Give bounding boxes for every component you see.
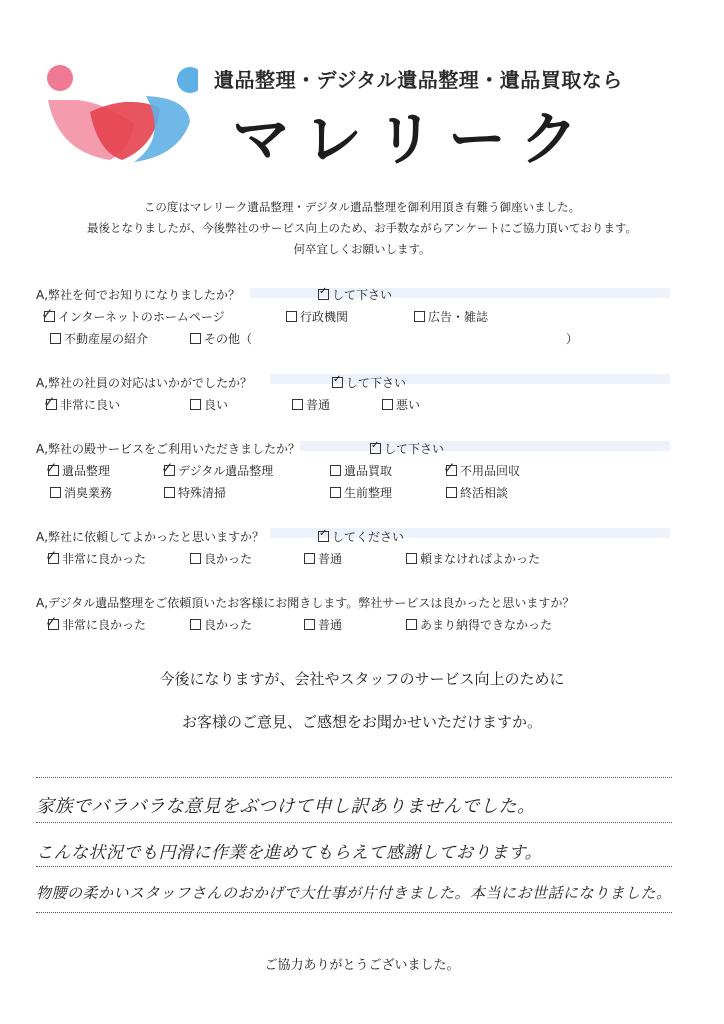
q3-option-buyback[interactable]: 遺品買取 <box>330 462 392 479</box>
checkbox-icon[interactable] <box>286 311 297 322</box>
intro-line-2: 最後となりましたが、今後弊社のサービス向上のため、お手数ながらアンケートにご協力頂いております。 <box>87 221 637 235</box>
checkbox-icon[interactable] <box>292 399 303 410</box>
q1-hint: ✓ して下さい <box>318 286 392 303</box>
checkbox-icon[interactable] <box>46 399 57 410</box>
q3-option-estate-clearing[interactable]: ✓遺品整理 <box>48 462 110 479</box>
q2-option-good[interactable]: 良い <box>190 396 228 413</box>
q3-option-end-of-life[interactable]: 終活相談 <box>446 484 508 501</box>
brand-name: マレリーク <box>232 105 593 173</box>
q2-option-normal[interactable]: 普通 <box>292 396 330 413</box>
q1-option-ad[interactable]: 広告・雑誌 <box>414 308 488 325</box>
q1-option-realestate[interactable]: 不動産屋の紹介 <box>50 330 148 347</box>
checkbox-icon[interactable] <box>164 487 175 498</box>
tagline: 遺品整理・デジタル遺品整理・遺品買取なら <box>214 68 623 92</box>
checkbox-icon[interactable] <box>330 465 341 476</box>
q3-option-pre-death[interactable]: 生前整理 <box>330 484 392 501</box>
q2-option-bad[interactable]: 悪い <box>382 396 420 413</box>
q2-option-very-good[interactable]: ✓非常に良い <box>46 396 120 413</box>
q5-option-not-satisfied[interactable]: あまり納得できなかった <box>406 616 552 633</box>
scan-artifact <box>300 441 670 451</box>
handwritten-comment-3: 物腰の柔かいスタッフさんのおかげで大仕事が片付きました。本当にお世話になりました。 <box>36 884 672 902</box>
q5-option-normal[interactable]: 普通 <box>304 616 342 633</box>
hint-checkbox-icon <box>318 289 329 300</box>
q1-option-other[interactable]: その他（ <box>190 330 252 347</box>
closing-thanks: ご協力ありがとうございました。 <box>264 958 460 973</box>
q4-option-normal[interactable]: 普通 <box>304 550 342 567</box>
scan-artifact <box>270 374 670 384</box>
checkbox-icon[interactable] <box>44 311 55 322</box>
feedback-prompt-2: お客様のご意見、ご感想をお聞かせいただけますか。 <box>181 713 542 731</box>
hint-checkbox-icon <box>318 531 329 542</box>
comment-line <box>36 777 672 778</box>
q3-option-junk-removal[interactable]: ✓ 不用品回収 <box>446 462 520 479</box>
checkbox-icon[interactable] <box>330 487 341 498</box>
q3-option-digital[interactable]: ✓ デジタル遺品整理 <box>164 462 273 479</box>
checkbox-icon[interactable] <box>304 619 315 630</box>
checkbox-icon[interactable] <box>48 619 59 630</box>
hint-checkbox-icon <box>370 443 381 454</box>
checkbox-icon[interactable] <box>414 311 425 322</box>
handwritten-comment-2: こんな状況でも円滑に作業を進めてもらえて感謝しております。 <box>36 843 543 863</box>
comment-line <box>36 912 672 913</box>
checkbox-icon[interactable] <box>382 399 393 410</box>
checkbox-icon[interactable] <box>446 465 457 476</box>
q1-title: A,弊社を何でお知りになりましたか？ <box>36 288 241 302</box>
q2-title: A,弊社の社員の対応はいかがでしたか？ <box>36 376 253 390</box>
checkbox-icon[interactable] <box>190 399 201 410</box>
checkbox-icon[interactable] <box>50 333 61 344</box>
q4-hint: ✓ してください <box>318 528 404 545</box>
checkbox-icon[interactable] <box>48 553 59 564</box>
q5-option-very-good[interactable]: ✓非常に良かった <box>48 616 146 633</box>
q5-title: A,デジタル遺品整理をご依頼頂いたお客様にお聞きします。弊社サービスは良かったと思いますか？ <box>36 596 575 610</box>
checkbox-icon[interactable] <box>190 553 201 564</box>
intro-line-3: 何卒宜しくお願いします。 <box>293 242 431 256</box>
q4-title: A,弊社に依頼してよかったと思いますか？ <box>36 530 265 544</box>
q4-option-good[interactable]: 良かった <box>190 550 252 567</box>
hint-checkbox-icon <box>332 377 343 388</box>
q3-title: A,弊社の殿サービスをご利用いただきましたか？ <box>36 442 301 456</box>
checkbox-icon[interactable] <box>48 465 59 476</box>
q4-option-very-good[interactable]: ✓非常に良かった <box>48 550 146 567</box>
q5-option-good[interactable]: 良かった <box>190 616 252 633</box>
marelique-logo <box>38 60 198 170</box>
checkbox-icon[interactable] <box>50 487 61 498</box>
q1-other-close: ） <box>566 332 579 346</box>
q4-option-should-not[interactable]: 頼まなければよかった <box>406 550 540 567</box>
feedback-prompt-1: 今後になりますが、会社やスタッフのサービス向上のために <box>159 670 565 688</box>
checkbox-icon[interactable] <box>406 553 417 564</box>
scan-artifact <box>250 288 670 298</box>
intro-text <box>0 197 724 260</box>
q3-option-deodorize[interactable]: 消臭業務 <box>50 484 112 501</box>
q3-hint: ✓ して下さい <box>370 440 444 457</box>
intro-line-1: この度はマレリーク遺品整理・デジタル遺品整理を御利用頂き有難う御座いました。 <box>143 200 581 214</box>
checkbox-icon[interactable] <box>190 619 201 630</box>
q3-option-special-cleaning[interactable]: 特殊清掃 <box>164 484 226 501</box>
checkbox-icon[interactable] <box>446 487 457 498</box>
q1-option-government[interactable]: 行政機関 <box>286 308 348 325</box>
checkbox-icon[interactable] <box>164 465 175 476</box>
logo-blue-dot <box>177 67 198 93</box>
checkbox-icon[interactable] <box>190 333 201 344</box>
q2-hint: ✓ して下さい <box>332 374 406 391</box>
checkbox-icon[interactable] <box>304 553 315 564</box>
handwritten-comment-1: 家族でバラバラな意見をぶつけて申し訳ありませんでした。 <box>36 796 536 817</box>
logo-pink-dot <box>47 65 73 91</box>
checkbox-icon[interactable] <box>406 619 417 630</box>
comment-line <box>36 822 672 823</box>
comment-line <box>36 866 672 867</box>
q1-option-internet[interactable]: ✓インターネットのホームページ <box>44 308 225 325</box>
